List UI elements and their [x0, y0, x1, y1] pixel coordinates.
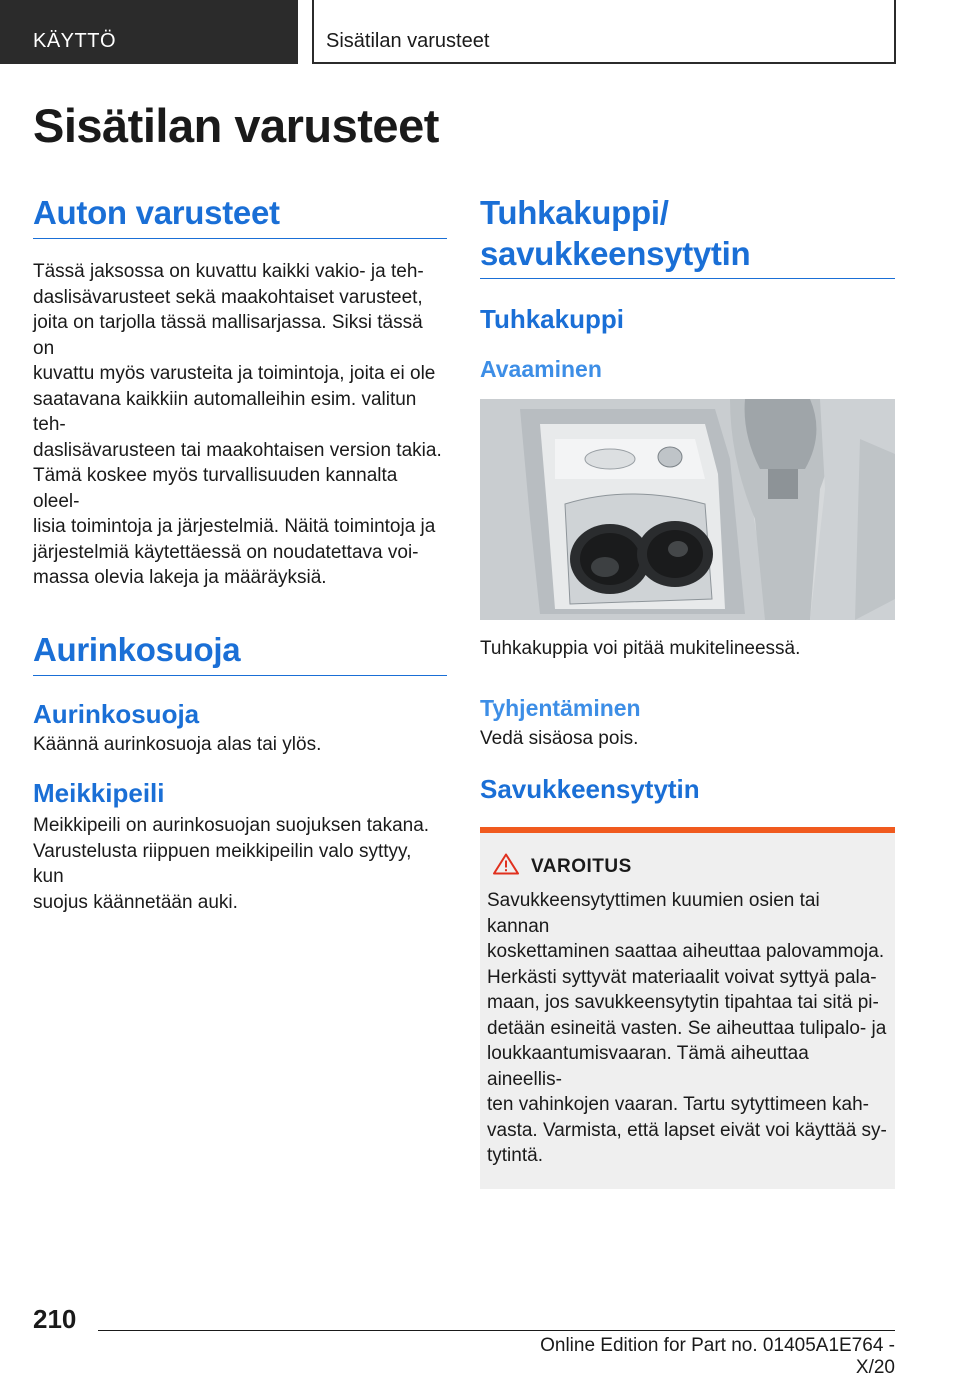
text-line: suojus käännetään auki.	[33, 891, 238, 913]
auton-varusteet-text	[33, 259, 447, 591]
page-number: 210	[33, 1304, 77, 1334]
page-title: Sisätilan varusteet	[33, 99, 439, 152]
right-column	[480, 192, 895, 1189]
text-line: Meikkipeili on aurinkosuojan suojuksen takana.	[33, 815, 430, 836]
warning-triangle-icon	[493, 853, 519, 880]
tyhjentaminen-text: Vedä sisäosa pois.	[480, 727, 639, 749]
text-line: Savukkeensytyttimen kuumien osien tai kannan	[487, 890, 820, 937]
text-line: joita on tarjolla tässä mallisarjassa. Siksi tässä on	[33, 312, 423, 359]
text-line: Tässä jaksossa on kuvattu kaikki vakio- ja teh-	[33, 261, 424, 282]
text-line: lisia toimintoja ja järjestelmiä. Näitä toimintoja ja	[33, 516, 436, 537]
edition-text: Online Edition for Part no. 01405A1E764 - X/20	[540, 1335, 895, 1378]
text-line: koskettaminen saattaa aiheuttaa palovammoja.	[487, 941, 885, 962]
text-line: saatavana kaikkiin automalleihin esim. valitun teh-	[33, 388, 417, 435]
text-line: loukkaantumisvaaran. Tämä aiheuttaa aineellis-	[487, 1043, 809, 1090]
text-line: Herkästi syttyvät materiaalit voivat syttyä pala-	[487, 966, 877, 988]
text-line: vasta. Varmista, että lapset eivät voi käyttää sy-	[487, 1119, 887, 1141]
text-line: daslisävarusteen tai maakohtaisen version takia.	[33, 439, 442, 461]
section-tab: KÄYTTÖ	[0, 0, 298, 64]
subheading-savukkeensytytin: Savukkeensytytin	[480, 774, 700, 804]
heading-line: savukkeensytytin	[480, 235, 751, 272]
chapter-title: Sisätilan varusteet	[312, 0, 896, 64]
cupholder-ashtray-photo	[480, 399, 895, 620]
meikkipeili-text	[33, 813, 447, 915]
aurinkosuoja-text: Käännä aurinkosuoja alas tai ylös.	[33, 733, 322, 755]
text-line: kuvattu myös varusteita ja toimintoja, joita ei ole	[33, 363, 436, 384]
left-column	[33, 192, 447, 915]
subheading-tuhkakuppi: Tuhkakuppi	[480, 304, 624, 334]
text-line: Varustelusta riippuen meikkipeilin valo syttyy, kun	[33, 840, 412, 887]
warning-label: VAROITUS	[531, 855, 632, 877]
subheading-aurinkosuoja: Aurinkosuoja	[33, 698, 200, 729]
photo-caption: Tuhkakuppia voi pitää mukitelineessä.	[480, 638, 801, 659]
text-line: tytintä.	[487, 1145, 543, 1166]
warning-box	[480, 827, 895, 1189]
cupholder-illustration	[480, 399, 895, 620]
heading-auton-varusteet: Auton varusteet	[33, 192, 447, 239]
warning-text	[487, 888, 887, 1169]
subheading-tyhjentaminen: Tyhjentäminen	[480, 694, 641, 721]
subheading-avaaminen: Avaaminen	[480, 356, 602, 382]
heading-aurinkosuoja: Aurinkosuoja	[33, 629, 447, 676]
text-line: maan, jos savukkeensytytin tipahtaa tai sitä pi-	[487, 992, 879, 1013]
text-line: Tämä koskee myös turvallisuuden kannalta oleel-	[33, 465, 398, 512]
heading-line: Tuhkakuppi/	[480, 194, 669, 231]
text-line: järjestelmiä käytettäessä on noudatettava voi-	[33, 541, 419, 563]
text-line: daslisävarusteet sekä maakohtaiset varusteet,	[33, 286, 423, 308]
warning-header	[487, 853, 887, 880]
text-line: massa olevia lakeja ja määräyksiä.	[33, 567, 327, 588]
footer-rule	[98, 1330, 895, 1331]
text-line: ten vahinkojen vaaran. Tartu sytyttimeen kah-	[487, 1094, 869, 1115]
text-line: detään esineitä vasten. Se aiheuttaa tulipalo- ja	[487, 1017, 887, 1039]
subheading-meikkipeili: Meikkipeili	[33, 778, 165, 808]
heading-tuhkakuppi-savukkeensytytin	[480, 192, 895, 279]
